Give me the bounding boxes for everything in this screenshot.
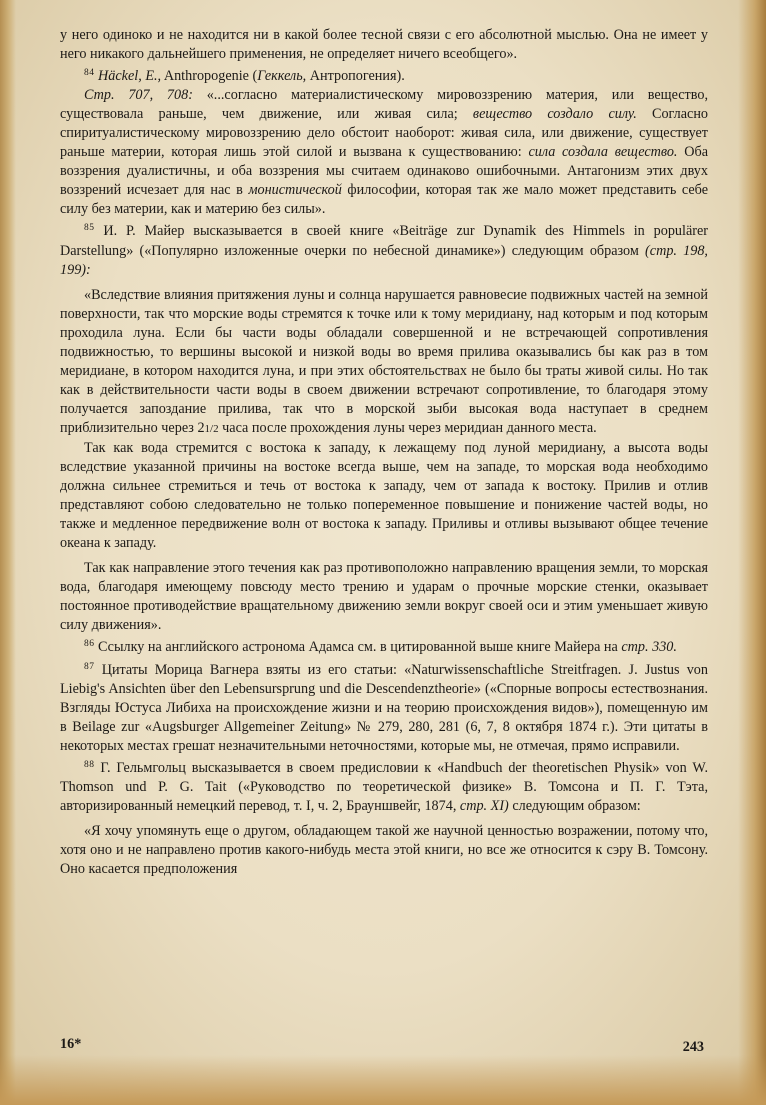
quote-text: Согласно спиритуалистическому мировоззрению дело обстоит наоборот: живая сила, или движение, существует раньше материи, которая лишь этой силой и вызвана к существованию: <box>60 106 709 161</box>
note-text: Г. Гельмгольц высказывается в своем предисловии к «Handbuch der theoretischen Physik» von W. Thomson und P. G. Tait («Руководство по теоретической физике» В. Томсона и П. Г. Тэта, авторизированный немецкий перевод, т. I, ч. 2, Брауншвейг, 1874, <box>60 759 708 814</box>
mayer-quote-paragraph-3: Так как направление этого течения как раз противоположно направлению вращения земли, то морская вода, благодаря имеющему повсюду место трению и ударам о прочные морские стенки, оказывает постоянное противодействие вращательному движению земли вокруг своей оси и этим уменьшает живую силу движения». <box>60 560 708 634</box>
author-name-ru: Геккель, <box>257 68 307 85</box>
page-reference: стр. XI) <box>459 797 509 814</box>
page-citation-paragraph <box>60 86 708 219</box>
note-number: 84 <box>84 68 95 79</box>
book-title-ru: Антропогения). <box>306 68 405 85</box>
printer-signature: 16* <box>60 1036 82 1052</box>
author-name: Häckel, E., <box>98 68 162 85</box>
quote-emphasis: вещество создало силу. <box>472 106 637 123</box>
note-87 <box>60 658 708 756</box>
body-text <box>60 26 708 879</box>
quote-text: «...согласно материалистическому мировоззрению материя, или вещество, существовала раньше, чем движение, или живая сила; <box>60 87 708 123</box>
mayer-quote-paragraph-1 <box>60 286 708 439</box>
quote-emphasis: монистической <box>248 182 342 199</box>
quote-text: Оба воззрения дуалистичны, и оба воззрения мы считаем одинаково ошибочными. Антагонизм этих двух воззрений исчезает для нас в <box>60 144 708 199</box>
fraction: 1/2 <box>204 422 219 435</box>
mayer-quote-paragraph-2: Так как вода стремится с востока к западу, к лежащему под луной меридиану, а высота воды вследствие указанной причины на востоке всегда выше, чем на западе, то морская вода необходимо должна сильнее стремиться и течь от востока к западу, чем от запада к востоку. Прилив и отлив представляют собою следовательно не только попеременное повышение и понижение частей воды, но также и медленное передвижение волн от востока к западу. Приливы и отливы вызывают общее течение океана к западу. <box>60 439 708 552</box>
page-reference: (стр. 198, 199): <box>60 242 708 278</box>
note-text: И. Р. Майер высказывается в своей книге «Beiträge zur Dynamik des Himmels in populärer Darstellung» («Популярно изложенные очерки по небесной динамике») следующим образом <box>60 223 708 259</box>
page-reference: стр. 330. <box>621 639 677 656</box>
page-edge-shadow-right <box>738 0 766 1105</box>
note-text: следующим образом: <box>508 797 641 814</box>
quote-emphasis: сила создала вещество. <box>528 144 678 161</box>
note-number: 85 <box>84 223 95 234</box>
book-title: Anthropogenie ( <box>161 68 258 85</box>
page-number: 243 <box>682 1039 704 1055</box>
note-text: Цитаты Морица Вагнера взяты из его статьи: «Naturwissenschaftliche Streitfragen. J. Justus von Liebig's Ansichten über den Lebensursprung und die Descendenztheorie» («Спорные вопросы естествознания. Взгляды Юстуса Либиха на происхождение жизни и на теорию происхождения видов»), помещенную им в Beilage zur «Augsburger Allgemeiner Zeitung» № 279, 280, 281 (6, 7, 8 октября 1874 г.). Эти цитаты в некоторых местах грешат незначительными неточностями, которые мы, не отмечая, прямо исправили. <box>60 661 708 754</box>
quote-text: часа после прохождения луны через меридиан данного места. <box>218 419 597 436</box>
note-86 <box>60 635 708 657</box>
page-footer <box>60 1036 708 1058</box>
helmholtz-quote: «Я хочу упомянуть еще о другом, обладающем такой же научной ценностью возражении, потому что, хотя оно и не направлено против какого-нибудь места этой книги, но все же относится к сэру В. Томсону. Оно касается предположения <box>60 822 708 877</box>
note-text: Ссылку на английского астронома Адамса см. в цитированной выше книге Майера на <box>94 639 622 656</box>
quote-text: философии, которая так же мало может представить себе силу без материи, как и материю без силы». <box>60 182 708 218</box>
note-number: 86 <box>84 639 95 650</box>
note-84 <box>60 64 708 86</box>
note-number: 88 <box>84 759 95 770</box>
continued-paragraph: у него одиноко и не находится ни в какой более тесной связи с его абсолютной мыслью. Она не имеет у него никакого дальнейшего применения, не определяет ничего всеобщего». <box>60 27 708 63</box>
page-edge-shadow-left <box>0 0 16 1105</box>
page-edge-shadow-bottom <box>0 1055 766 1105</box>
note-number: 87 <box>84 661 95 672</box>
note-88 <box>60 756 708 816</box>
quote-text: «Вследствие влияния притяжения луны и солнца нарушается равновесие подвижных частей на земной поверхности, так что морские воды стремятся к точке или к тому меридиану, над которым и под которым проходила луна. Если бы части воды обладали совершенной и не встречающей сопротивления подвижностью, то вершины высокой и низкой воды во время прилива оказывались бы как раз в том меридиане, в котором находится луна, и при этих обстоятельствах не было бы траты живой силы. Но так как в действительности части воды в своем движении встречают сопротивление, то благодаря этому получается запоздание прилива, так что в морской зыби высокая вода наступает в среднем приблизительно через 2 <box>60 286 708 436</box>
page-reference: Стр. 707, 708: <box>84 87 193 104</box>
note-85 <box>60 219 708 279</box>
